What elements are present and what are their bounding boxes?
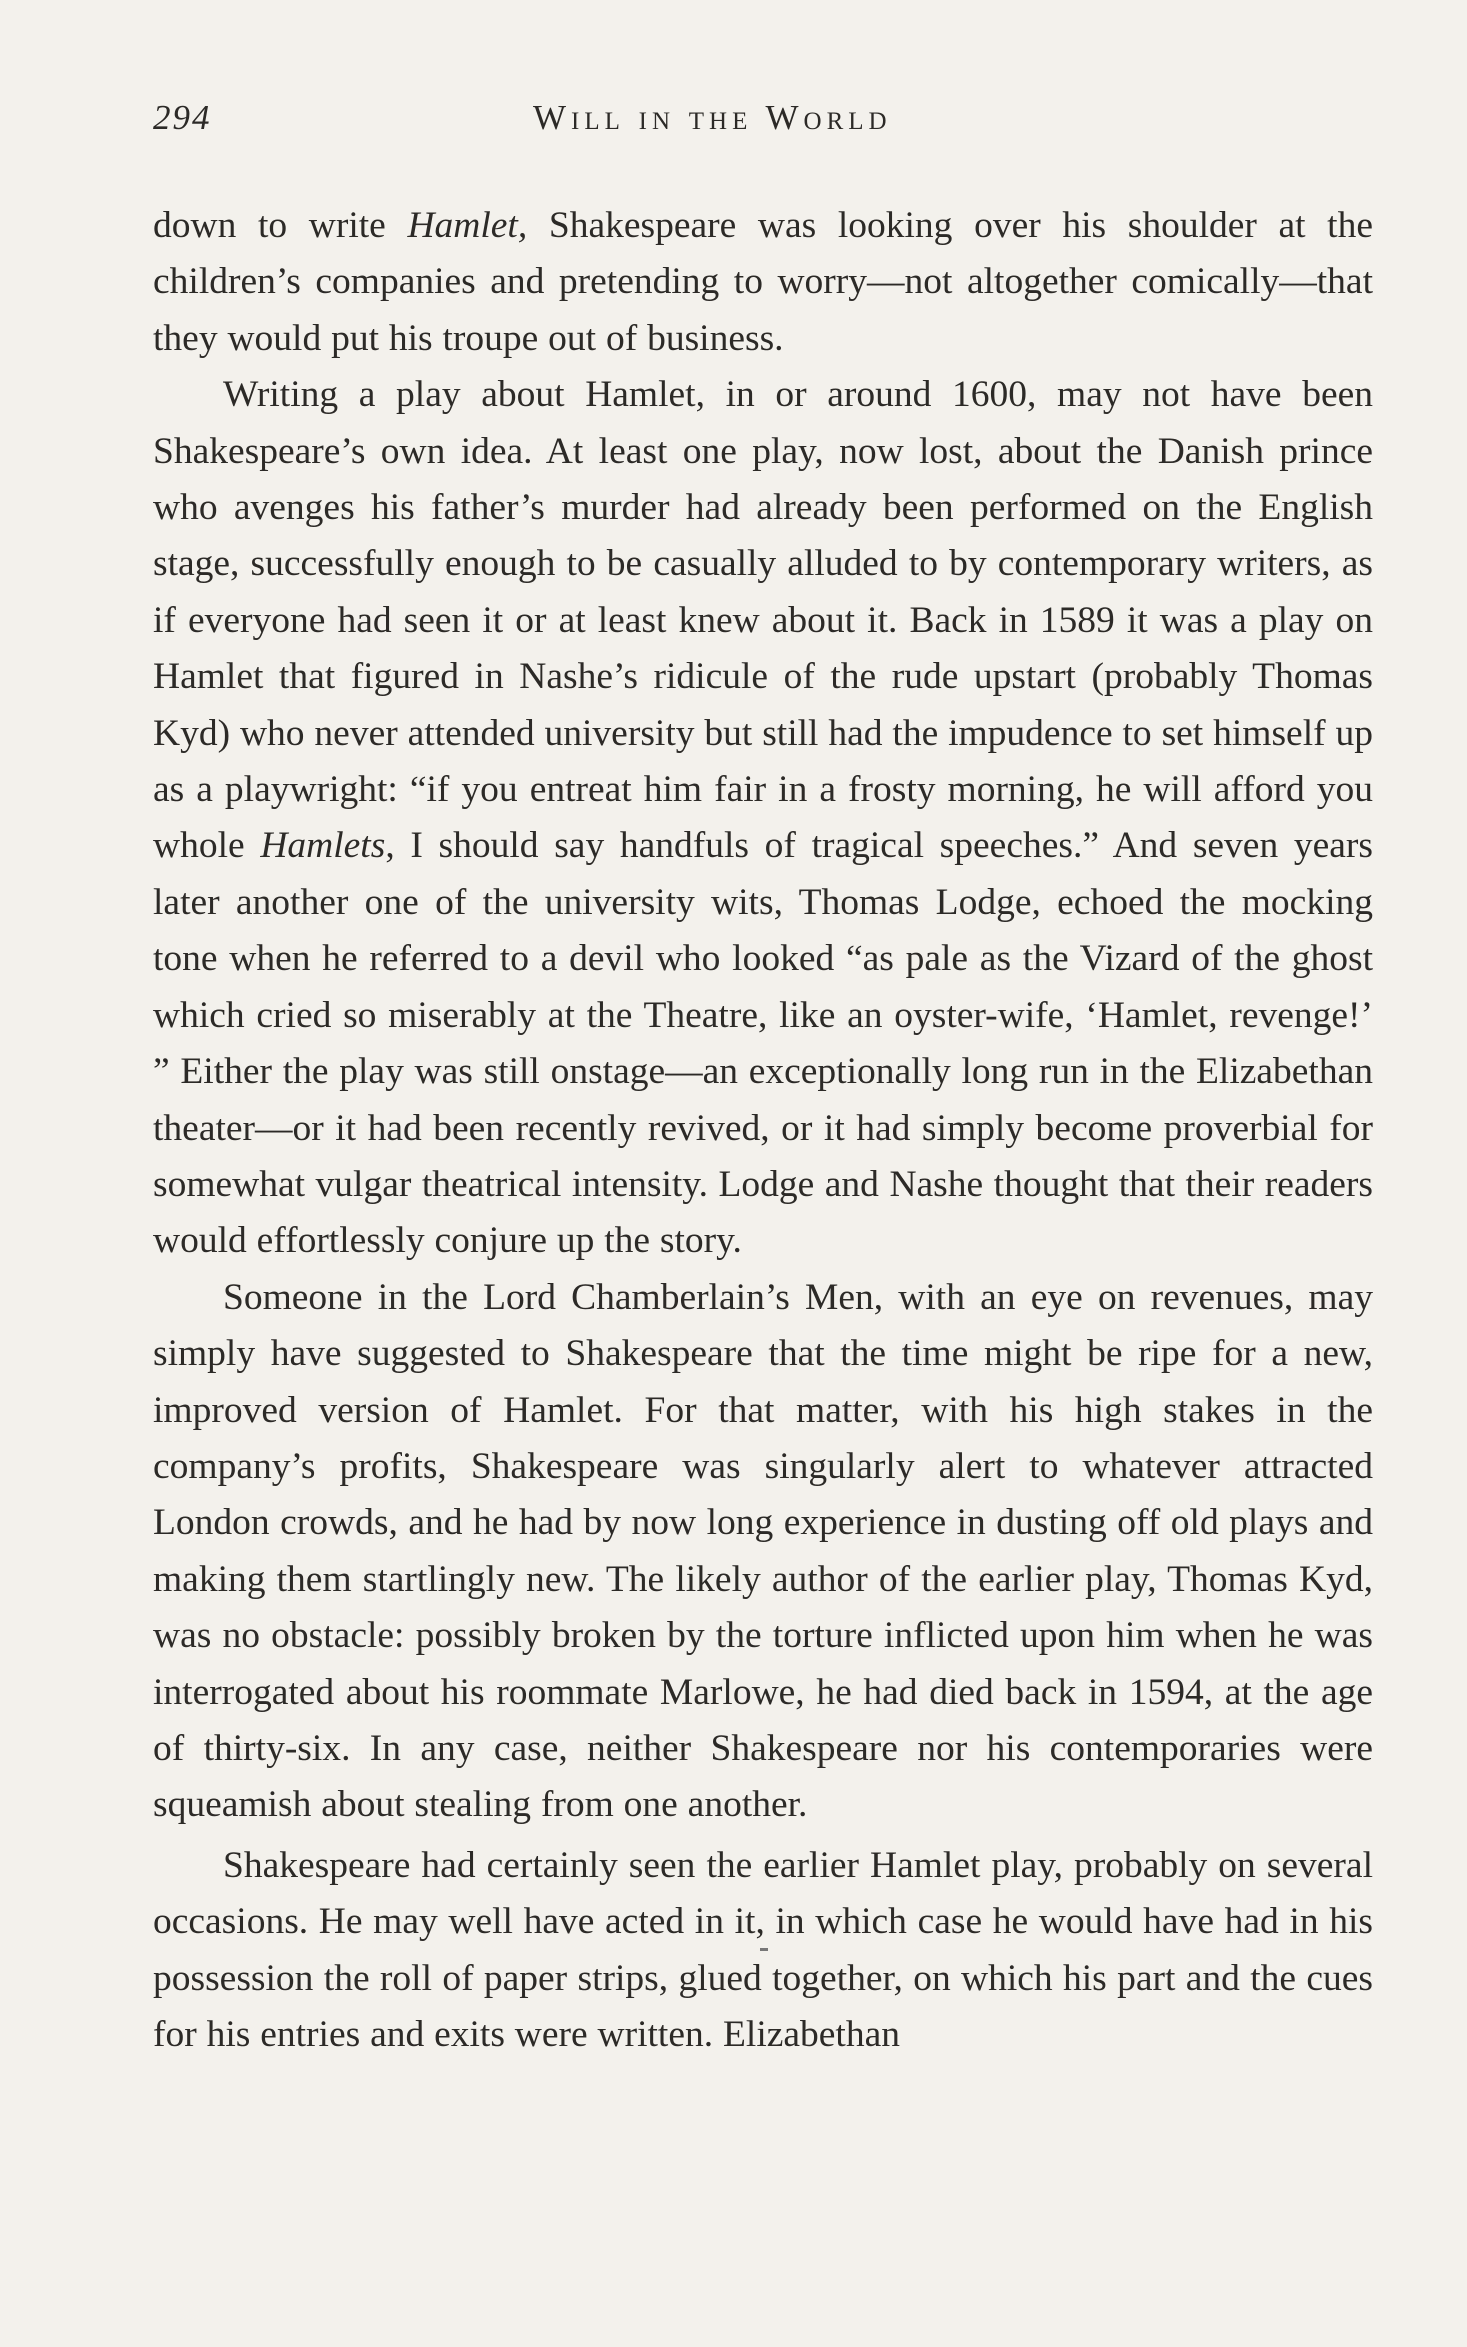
paragraph-1-rest: Shakespeare was looking over his shoulder at the children’s companies and pretending to worry—not altogether comically—that they would put his troupe out of business. [153, 205, 1373, 359]
page-number: 294 [153, 98, 212, 137]
paragraph-2 [153, 367, 1373, 1270]
paragraph-3: Someone in the Lord Chamberlain’s Men, with an eye on revenues, may simply have suggested to Shakespeare that the time might be ripe for a new, improved version of Hamlet. For that matter, with his high stakes in the company’s profits, Shakespeare was singularly alert to whatever attracted London crowds, and he had by now long experience in dusting off old plays and making them startlingly new. The likely author of the earlier play, Thomas Kyd, was no obstacle: possibly broken by the torture inflicted upon him when he was interrogated about his roommate Marlowe, he had died back in 1594, at the age of thirty-six. In any case, neither Shakespeare nor his contemporaries were squeamish about stealing from one another. [153, 1276, 1373, 1826]
running-head [153, 98, 1373, 148]
paragraph-1-lead: down to write [153, 205, 408, 246]
hamlets-italic: Hamlets [260, 825, 386, 867]
paragraph-2-after-italic: , I should say handfuls of tragical speeches.” And seven years later another one of the university wits, Thomas Lodge, echoed the mocking tone when he referred to a devil who looked “as pale as the Vizard of the ghost which cried so miserably at the Theatre, like an oyster-wife, ‘Hamlet, revenge!’ ” Either the play was still onstage—an exceptionally long run in the Elizabethan theater—or it had been recently revived, or it had simply become proverbial for somewhat vulgar theatrical intensity. Lodge and Nashe thought that their readers would effortlessly conjure up the story. [153, 825, 1373, 1262]
print-mark [760, 1948, 768, 1951]
paragraph-2-before-italic: Writing a play about Hamlet, in or around 1600, may not have been Shakespeare’s own idea. At least one play, now lost, about the Danish prince who avenges his father’s murder had already been performed on the English stage, successfully enough to be casually alluded to by contemporary writers, as if everyone had seen it or at least knew about it. Back in 1589 it was a play on Hamlet that figured in Nashe’s ridicule of the rude upstart (probably Thomas Kyd) who never attended university but still had the impudence to set himself up as a playwright: “if you entreat him fair in a frosty morning, he will afford you whole [153, 374, 1373, 867]
body-text [153, 198, 1373, 2063]
hamlet-title-italic: Hamlet, [407, 205, 528, 246]
paragraph-4: Shakespeare had certainly seen the earlier Hamlet play, probably on several occasions. He may well have acted in it, in which case he would have had in his possession the roll of paper strips, glued together, on which his part and the cues for his entries and exits were written. Elizabethan [153, 1844, 1373, 2055]
running-title: Will in the World [533, 98, 892, 137]
paragraph-1 [153, 198, 1373, 367]
